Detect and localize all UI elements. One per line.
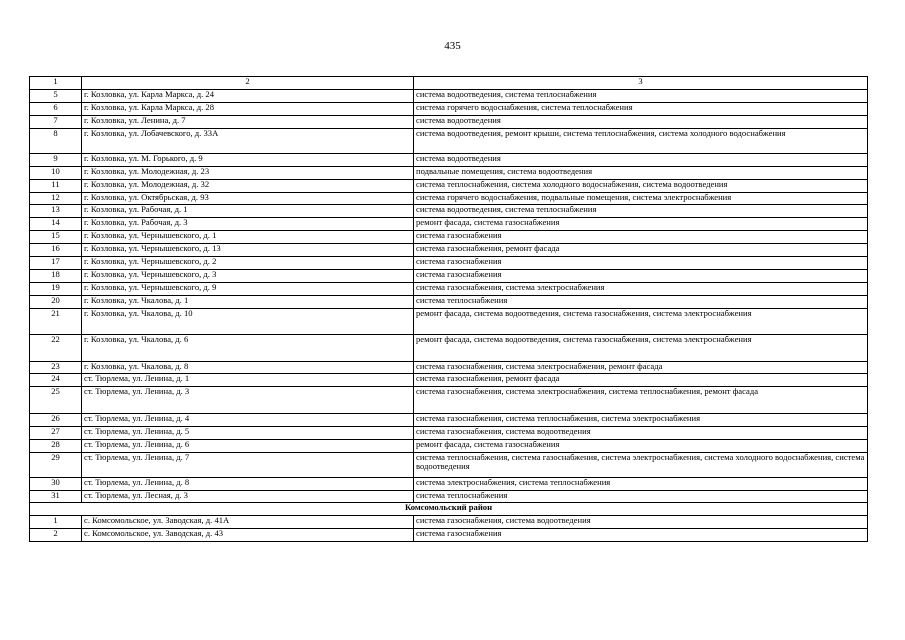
table-row xyxy=(30,179,868,192)
works-cell: система водоотведения, система теплоснабжения xyxy=(414,90,868,103)
works-cell: система водоотведения xyxy=(414,115,868,128)
works-cell: ремонт фасада, система водоотведения, система газоснабжения, система электроснабжения xyxy=(414,308,868,335)
address-cell: г. Козловка, ул. Чкалова, д. 1 xyxy=(82,295,414,308)
works-cell: система газоснабжения xyxy=(414,231,868,244)
works-cell: система газоснабжения, ремонт фасада xyxy=(414,374,868,387)
table-row xyxy=(30,361,868,374)
row-number-cell: 30 xyxy=(30,477,82,490)
row-number-cell: 31 xyxy=(30,490,82,503)
row-number-cell: 13 xyxy=(30,205,82,218)
table-row xyxy=(30,490,868,503)
table-row xyxy=(30,102,868,115)
row-number-cell: 26 xyxy=(30,413,82,426)
address-cell: ст. Тюрлема, ул. Ленина, д. 8 xyxy=(82,477,414,490)
section-title: Комсомольский район xyxy=(30,503,868,516)
works-cell: система водоотведения, ремонт крыши, система теплоснабжения, система холодного водоснабжения xyxy=(414,128,868,153)
table-row xyxy=(30,231,868,244)
works-cell: система газоснабжения xyxy=(414,529,868,542)
works-cell: система газоснабжения xyxy=(414,269,868,282)
works-cell: система газоснабжения, ремонт фасада xyxy=(414,244,868,257)
works-cell: подвальные помещения, система водоотведения xyxy=(414,166,868,179)
address-cell: с. Комсомольское, ул. Заводская, д. 43 xyxy=(82,529,414,542)
table-row xyxy=(30,115,868,128)
address-cell: г. Козловка, ул. Чернышевского, д. 13 xyxy=(82,244,414,257)
works-cell: система водоотведения, система теплоснабжения xyxy=(414,205,868,218)
table-row xyxy=(30,218,868,231)
works-cell: ремонт фасада, система газоснабжения xyxy=(414,439,868,452)
address-cell: г. Козловка, ул. Чкалова, д. 10 xyxy=(82,308,414,335)
table-row xyxy=(30,439,868,452)
row-number-cell: 20 xyxy=(30,295,82,308)
row-number-cell: 7 xyxy=(30,115,82,128)
address-cell: г. Козловка, ул. Карла Маркса, д. 24 xyxy=(82,90,414,103)
table-row xyxy=(30,256,868,269)
table-row xyxy=(30,516,868,529)
page-number: 435 xyxy=(444,40,461,52)
address-cell: г. Козловка, ул. Чернышевского, д. 1 xyxy=(82,231,414,244)
address-cell: г. Козловка, ул. Октябрьская, д. 93 xyxy=(82,192,414,205)
address-cell: г. Козловка, ул. Карла Маркса, д. 28 xyxy=(82,102,414,115)
address-cell: с. Комсомольское, ул. Заводская, д. 41А xyxy=(82,516,414,529)
row-number-cell: 19 xyxy=(30,282,82,295)
table-row xyxy=(30,452,868,477)
table-row xyxy=(30,413,868,426)
column-number-1: 1 xyxy=(30,77,82,90)
works-cell: система теплоснабжения, система холодного водоснабжения, система водоотведения xyxy=(414,179,868,192)
row-number-cell: 15 xyxy=(30,231,82,244)
row-number-cell: 24 xyxy=(30,374,82,387)
works-cell: система газоснабжения, система теплоснабжения, система электроснабжения xyxy=(414,413,868,426)
table-row xyxy=(30,295,868,308)
works-cell: система горячего водоснабжения, подвальные помещения, система электроснабжения xyxy=(414,192,868,205)
works-cell: система газоснабжения xyxy=(414,256,868,269)
works-cell: система газоснабжения, система водоотведения xyxy=(414,426,868,439)
table-row xyxy=(30,529,868,542)
column-number-3: 3 xyxy=(414,77,868,90)
address-cell: г. Козловка, ул. Молодежная, д. 32 xyxy=(82,179,414,192)
address-cell: ст. Тюрлема, ул. Лесная, д. 3 xyxy=(82,490,414,503)
address-cell: ст. Тюрлема, ул. Ленина, д. 7 xyxy=(82,452,414,477)
buildings-table-body xyxy=(30,77,868,542)
table-row xyxy=(30,426,868,439)
row-number-cell: 27 xyxy=(30,426,82,439)
address-cell: г. Козловка, ул. Рабочая, д. 3 xyxy=(82,218,414,231)
row-number-cell: 22 xyxy=(30,335,82,362)
address-cell: ст. Тюрлема, ул. Ленина, д. 1 xyxy=(82,374,414,387)
works-cell: система горячего водоснабжения, система теплоснабжения xyxy=(414,102,868,115)
section-row xyxy=(30,503,868,516)
table-row xyxy=(30,269,868,282)
table-row xyxy=(30,282,868,295)
works-cell: система газоснабжения, система водоотведения xyxy=(414,516,868,529)
row-number-cell: 12 xyxy=(30,192,82,205)
address-cell: г. Козловка, ул. Рабочая, д. 1 xyxy=(82,205,414,218)
row-number-cell: 2 xyxy=(30,529,82,542)
address-cell: ст. Тюрлема, ул. Ленина, д. 4 xyxy=(82,413,414,426)
row-number-cell: 9 xyxy=(30,153,82,166)
row-number-cell: 6 xyxy=(30,102,82,115)
row-number-cell: 18 xyxy=(30,269,82,282)
address-cell: г. Козловка, ул. Чкалова, д. 6 xyxy=(82,335,414,362)
works-cell: система электроснабжения, система теплоснабжения xyxy=(414,477,868,490)
works-cell: система теплоснабжения xyxy=(414,295,868,308)
row-number-cell: 5 xyxy=(30,90,82,103)
table-row xyxy=(30,335,868,362)
row-number-cell: 11 xyxy=(30,179,82,192)
row-number-cell: 17 xyxy=(30,256,82,269)
table-row xyxy=(30,244,868,257)
table-row xyxy=(30,192,868,205)
address-cell: г. Козловка, ул. Чернышевского, д. 3 xyxy=(82,269,414,282)
column-number-row xyxy=(30,77,868,90)
row-number-cell: 16 xyxy=(30,244,82,257)
address-cell: г. Козловка, ул. М. Горького, д. 9 xyxy=(82,153,414,166)
works-cell: ремонт фасада, система газоснабжения xyxy=(414,218,868,231)
table-row xyxy=(30,128,868,153)
address-cell: г. Козловка, ул. Чкалова, д. 8 xyxy=(82,361,414,374)
row-number-cell: 25 xyxy=(30,387,82,414)
table-row xyxy=(30,153,868,166)
row-number-cell: 8 xyxy=(30,128,82,153)
row-number-cell: 21 xyxy=(30,308,82,335)
row-number-cell: 1 xyxy=(30,516,82,529)
table-row xyxy=(30,90,868,103)
address-cell: ст. Тюрлема, ул. Ленина, д. 3 xyxy=(82,387,414,414)
works-cell: система газоснабжения, система электроснабжения xyxy=(414,282,868,295)
row-number-cell: 10 xyxy=(30,166,82,179)
address-cell: г. Козловка, ул. Лобачевского, д. 33А xyxy=(82,128,414,153)
row-number-cell: 14 xyxy=(30,218,82,231)
works-cell: ремонт фасада, система водоотведения, система газоснабжения, система электроснабжения xyxy=(414,335,868,362)
table-row xyxy=(30,166,868,179)
buildings-table xyxy=(29,76,868,542)
table-row xyxy=(30,387,868,414)
row-number-cell: 28 xyxy=(30,439,82,452)
address-cell: ст. Тюрлема, ул. Ленина, д. 5 xyxy=(82,426,414,439)
table-row xyxy=(30,477,868,490)
address-cell: г. Козловка, ул. Молодежная, д. 23 xyxy=(82,166,414,179)
works-cell: система теплоснабжения, система газоснабжения, система электроснабжения, система холодного водоснабжения, система водоотведения xyxy=(414,452,868,477)
address-cell: г. Козловка, ул. Чернышевского, д. 9 xyxy=(82,282,414,295)
address-cell: г. Козловка, ул. Ленина, д. 7 xyxy=(82,115,414,128)
table-row xyxy=(30,205,868,218)
works-cell: система газоснабжения, система электроснабжения, система теплоснабжения, ремонт фасада xyxy=(414,387,868,414)
address-cell: ст. Тюрлема, ул. Ленина, д. 6 xyxy=(82,439,414,452)
row-number-cell: 29 xyxy=(30,452,82,477)
row-number-cell: 23 xyxy=(30,361,82,374)
table-row xyxy=(30,308,868,335)
address-cell: г. Козловка, ул. Чернышевского, д. 2 xyxy=(82,256,414,269)
works-cell: система водоотведения xyxy=(414,153,868,166)
column-number-2: 2 xyxy=(82,77,414,90)
table-row xyxy=(30,374,868,387)
works-cell: система газоснабжения, система электроснабжения, ремонт фасада xyxy=(414,361,868,374)
works-cell: система теплоснабжения xyxy=(414,490,868,503)
